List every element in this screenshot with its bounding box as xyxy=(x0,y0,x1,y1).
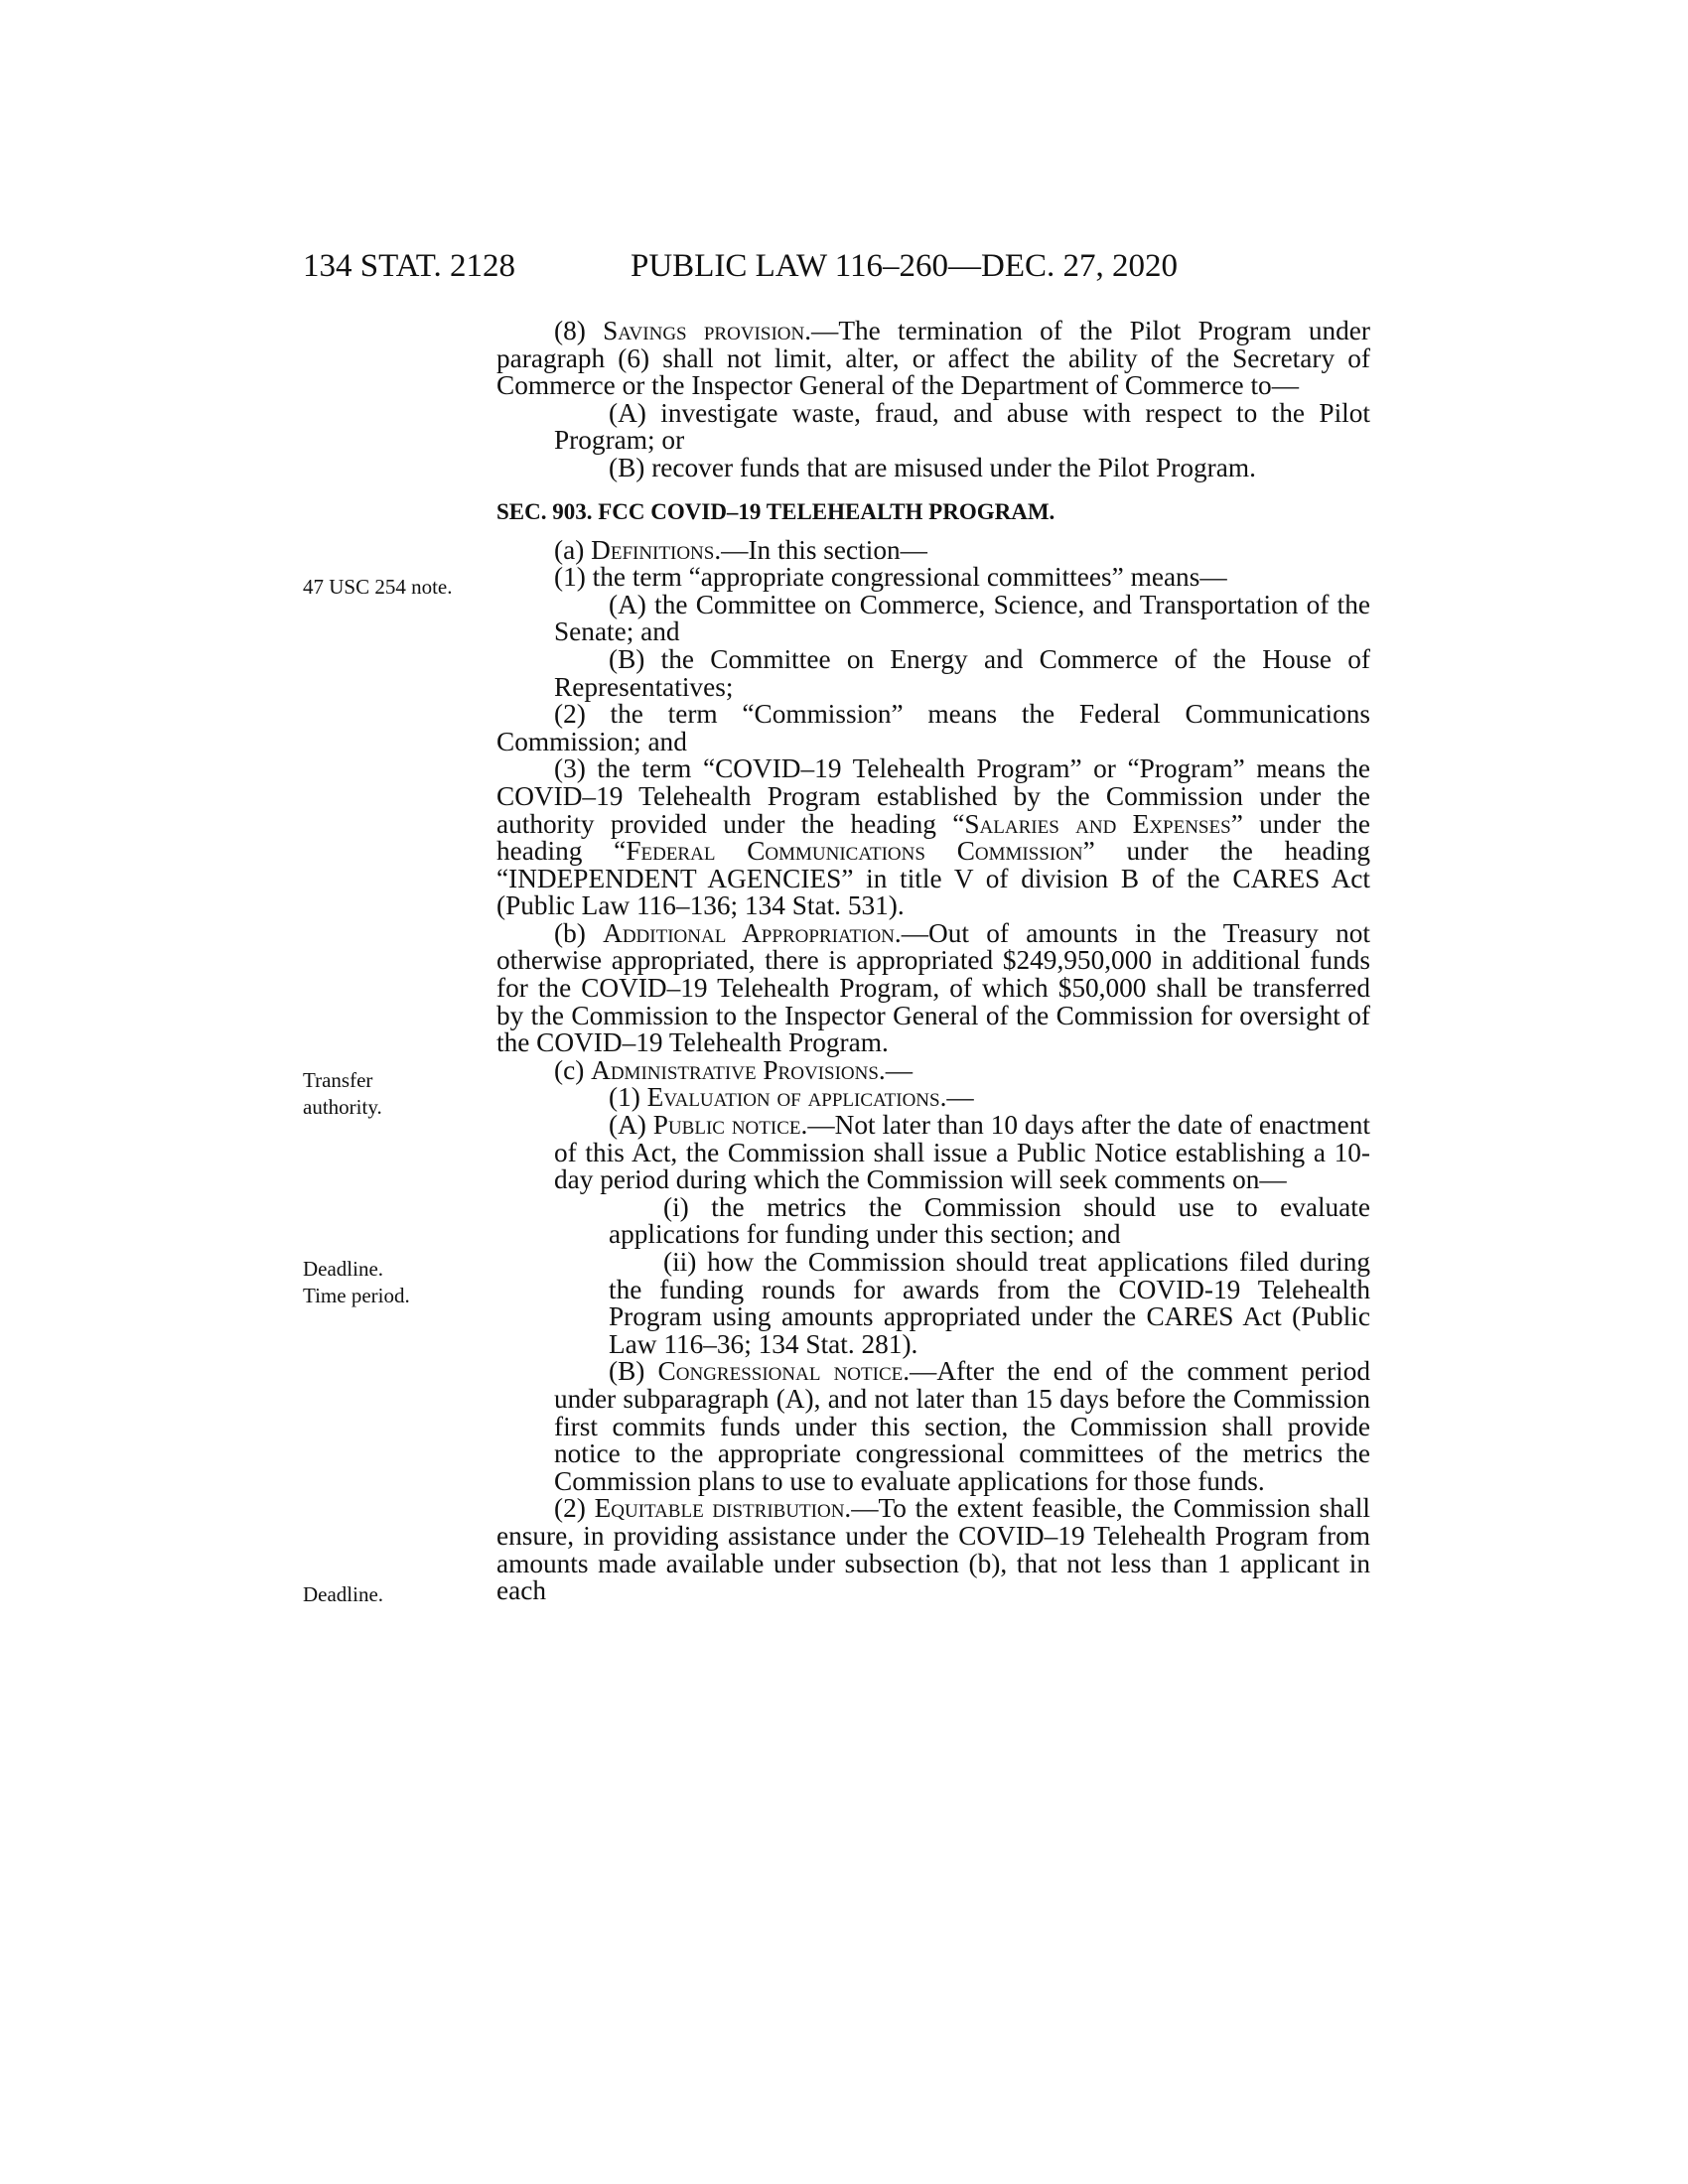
clause-c-1-a-i: (i) the metrics the Commission should use to evaluate applications for funding under this section; and xyxy=(609,1191,1370,1250)
subsection-a-text: .—In this section— xyxy=(714,534,927,565)
subsection-b-heading: Additional Appropriation xyxy=(603,917,895,948)
subsection-c-heading: Administrative Provisions xyxy=(591,1054,879,1085)
definition-3 xyxy=(496,755,1370,920)
subparagraph-c-1-b-heading: Congressional notice xyxy=(657,1356,904,1387)
subparagraph-c-1-a-text: .—Not later than 10 days after the date of enactment of this Act, the Commission shall issue a Public Notice establishing a 10-day period during which the Commission will seek comments on— xyxy=(554,1110,1370,1195)
paragraph-c-2 xyxy=(496,1495,1370,1604)
margin-note-usc: 47 USC 254 note. xyxy=(303,575,453,599)
subparagraph-c-1-b-text: .—After the end of the comment period under subparagraph (A), and not later than 15 days before the Commission first commits funds under this section, the Commission shall provide notice to the appropriate congressional committees of the metrics the Commission plans to use to evaluate applications for those funds. xyxy=(554,1356,1370,1496)
margin-note-transfer: Transfer xyxy=(303,1068,373,1092)
margin-note-time-period: Time period. xyxy=(303,1284,410,1307)
paragraph-8-heading: Savings provision xyxy=(603,316,805,345)
subparagraph-8-b: (B) recover funds that are misused under the Pilot Program. xyxy=(609,452,1256,482)
running-header xyxy=(303,248,1345,288)
subparagraph-c-1-a xyxy=(496,1112,1370,1194)
section-heading: SEC. 903. FCC COVID–19 TELEHEALTH PROGRAM. xyxy=(496,498,1055,524)
subsection-c xyxy=(496,1054,1370,1085)
margin-note-transfer-cont: authority. xyxy=(303,1095,382,1119)
definition-3-start: (3) the term “COVID–19 Telehealth Program” or “Program” means the COVID–19 Telehealth Program established by the Commission under the authority provided under the heading “ xyxy=(496,753,1370,839)
paragraph-8-number: (8) xyxy=(554,316,604,345)
paragraph-c-1-number: (1) xyxy=(609,1082,647,1113)
clause-c-1-a-ii: (ii) how the Commission should treat applications filed during the funding rounds for awards from the COVID-19 Telehealth Program using amounts appropriated under the CARES Act (Public Law 116–36; 134 Stat. 281). xyxy=(609,1247,1370,1359)
statute-page-number: 134 STAT. 2128 xyxy=(303,248,516,284)
margin-note-deadline: Deadline. xyxy=(303,1257,384,1281)
definition-1-b: (B) the Committee on Energy and Commerce of the House of Representatives; xyxy=(554,643,1370,702)
subsection-b-number: (b) xyxy=(554,917,604,948)
definition-3-fcc: Federal Communications Commission xyxy=(626,836,1083,867)
definition-3-mid: ” under the heading “ xyxy=(496,808,1371,867)
paragraph-c-1-heading: Evaluation of applications xyxy=(646,1082,940,1113)
subparagraph-8-a: (A) investigate waste, fraud, and abuse with respect to the Pilot Program; or xyxy=(554,397,1370,456)
definition-3-end: ” under the heading “INDEPENDENT AGENCIES” in title V of division B of the CARES Act (Public Law 116–136; 134 Stat. 531). xyxy=(496,836,1370,921)
subparagraph-c-1-b xyxy=(496,1358,1370,1495)
paragraph-c-2-number: (2) xyxy=(554,1493,595,1524)
definition-1-a: (A) the Committee on Commerce, Science, and Transportation of the Senate; and xyxy=(554,589,1370,647)
subsection-c-number: (c) xyxy=(554,1054,592,1085)
subsection-a xyxy=(496,534,1370,565)
subparagraph-c-1-b-number: (B) xyxy=(609,1356,658,1387)
subsection-b-text: .—Out of amounts in the Treasury not otherwise appropriated, there is appropriated $249,950,000 in additional funds for the COVID–19 Telehealth Program, of which $50,000 shall be transferred by the Commission to the Inspector General of the Commission for oversight of the COVID–19 Telehealth Program. xyxy=(496,917,1370,1058)
margin-note-deadline-2: Deadline. xyxy=(303,1582,384,1606)
definition-3-salaries: Salaries and Expenses xyxy=(964,808,1231,839)
paragraph-c-2-text: .—To the extent feasible, the Commission shall ensure, in providing assistance under the COVID–19 Telehealth Program from amounts made available under subsection (b), that not less than 1 applicant in each xyxy=(496,1493,1370,1606)
statute-body xyxy=(496,318,1370,1605)
paragraph-c-1-text: .— xyxy=(939,1082,974,1113)
subsection-c-text: .— xyxy=(878,1054,914,1085)
subparagraph-c-1-a-heading: Public notice xyxy=(652,1110,801,1141)
paragraph-8-text: .—The termination of the Pilot Program under paragraph (6) shall not limit, alter, or affect the ability of the Secretary of Commerce or the Inspector General of the Department of Commerce to— xyxy=(496,316,1370,401)
subsection-a-number: (a) xyxy=(554,534,592,565)
paragraph-8 xyxy=(496,318,1370,400)
subsection-b xyxy=(496,917,1370,1058)
paragraph-c-2-heading: Equitable distribution xyxy=(594,1493,845,1524)
subsection-a-heading: Definitions xyxy=(591,534,715,565)
subparagraph-c-1-a-number: (A) xyxy=(609,1110,653,1141)
public-law-title: PUBLIC LAW 116–260—DEC. 27, 2020 xyxy=(631,248,1179,284)
paragraph-c-1 xyxy=(496,1084,1370,1112)
definition-1: (1) the term “appropriate congressional committees” means— xyxy=(554,562,1227,593)
definition-2: (2) the term “Commission” means the Federal Communications Commission; and xyxy=(496,699,1370,756)
